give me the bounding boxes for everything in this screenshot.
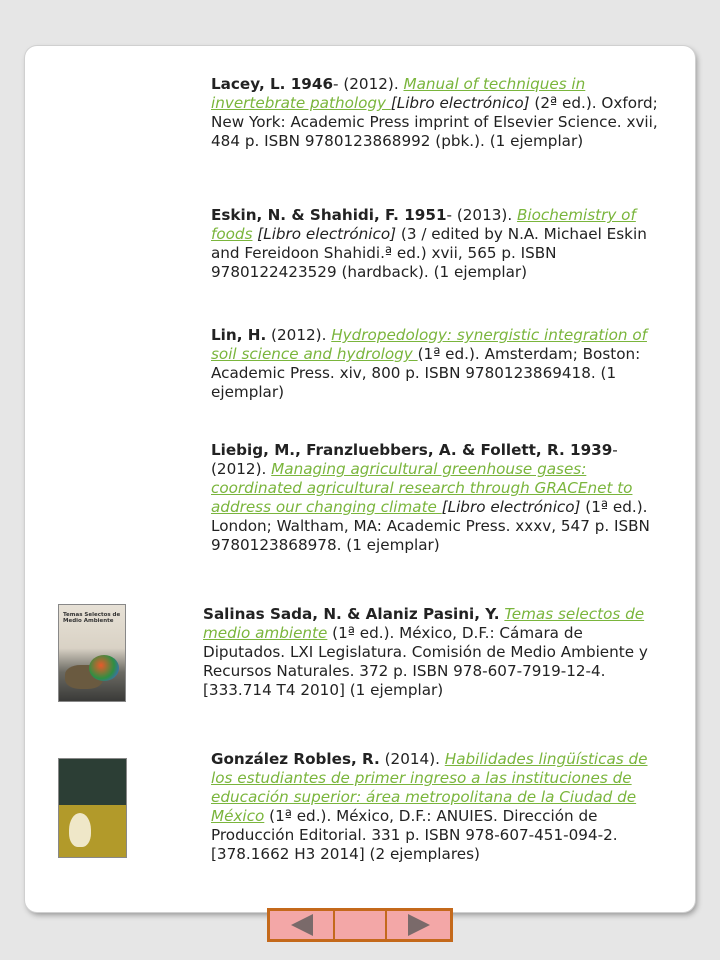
entry-year: (2014).	[379, 750, 445, 768]
entry-author: González Robles, R.	[211, 750, 380, 768]
reference-entry-6	[211, 750, 661, 864]
entry-year: (2012).	[266, 326, 332, 344]
entry-details: (1ª ed.). México, D.F.: ANUIES. Dirección de Producción Editorial. 331 p. ISBN 978-607-451-094-2. [378.1662 H3 2014] (2 ejemplares)	[211, 807, 618, 863]
entry-title-link[interactable]: Habilidades lingüísticas de los estudiantes de primer ingreso a las instituciones de educación superior: área metropolitana de la Ciudad de México	[211, 750, 648, 825]
entry-medium: [Libro electrónico]	[390, 94, 530, 112]
cover-title: Temas Selectos de Medio Ambiente	[63, 612, 121, 624]
previous-button[interactable]	[270, 911, 333, 939]
entry-title-link[interactable]: Hydropedology: synergistic integration of soil science and hydrology	[211, 326, 647, 363]
next-button[interactable]	[387, 911, 450, 939]
entry-author: Eskin, N. & Shahidi, F. 1951	[211, 206, 447, 224]
entry-year: - (2012).	[211, 441, 618, 478]
entry-medium: [Libro electrónico]	[441, 498, 581, 516]
entry-year: - (2012).	[333, 75, 404, 93]
triangle-left-icon	[291, 914, 313, 936]
entry-author: Liebig, M., Franzluebbers, A. & Follett, R. 1939	[211, 441, 613, 459]
entry-author: Lin, H.	[211, 326, 267, 344]
reference-entry-5	[203, 605, 661, 700]
reference-entry-1	[211, 75, 661, 151]
entry-details: (1ª ed.). London; Waltham, MA: Academic Press. xxxv, 547 p. ISBN 9780123868978. (1 ejemplar)	[211, 498, 650, 554]
cover-art	[69, 813, 91, 847]
cover-art	[89, 655, 119, 681]
home-button[interactable]	[333, 911, 387, 939]
book-cover-habilidades-icon	[58, 758, 127, 858]
entry-details: (3 / edited by N.A. Michael Eskin and Fereidoon Shahidi.ª ed.) xvii, 565 p. ISBN 9780122423529 (hardback). (1 ejemplar)	[211, 225, 647, 281]
triangle-right-icon	[408, 914, 430, 936]
entry-details: (1ª ed.). México, D.F.: Cámara de Diputados. LXI Legislatura. Comisión de Medio Ambiente y Recursos Naturales. 372 p. ISBN 978-607-7919-12-4. [333.714 T4 2010] (1 ejemplar)	[203, 624, 648, 699]
slide-navigation	[267, 908, 453, 942]
entry-details: (2ª ed.). Oxford; New York: Academic Press imprint of Elsevier Science. xvii, 484 p. ISBN 9780123868992 (pbk.). (1 ejemplar)	[211, 94, 658, 150]
book-cover-temas-selectos-icon	[58, 604, 126, 702]
reference-entry-4	[211, 441, 661, 555]
entry-title-link[interactable]: Temas selectos de medio ambiente	[203, 605, 645, 642]
entry-author: Lacey, L. 1946	[211, 75, 334, 93]
entry-year: - (2013).	[446, 206, 517, 224]
entry-title-link[interactable]: Managing agricultural greenhouse gases: coordinated agricultural research through GRACEnet to address our changing climate	[211, 460, 633, 516]
entry-title-link[interactable]: Manual of techniques in invertebrate pathology	[211, 75, 586, 112]
entry-title-link[interactable]: Biochemistry of foods	[211, 206, 636, 243]
reference-entry-3	[211, 326, 661, 402]
entry-author: Salinas Sada, N. & Alaniz Pasini, Y.	[203, 605, 500, 623]
entry-medium: [Libro electrónico]	[252, 225, 397, 243]
reference-entry-2	[211, 206, 661, 282]
entry-details: (1ª ed.). Amsterdam; Boston: Academic Press. xiv, 800 p. ISBN 9780123869418. (1 ejemplar)	[211, 345, 641, 401]
